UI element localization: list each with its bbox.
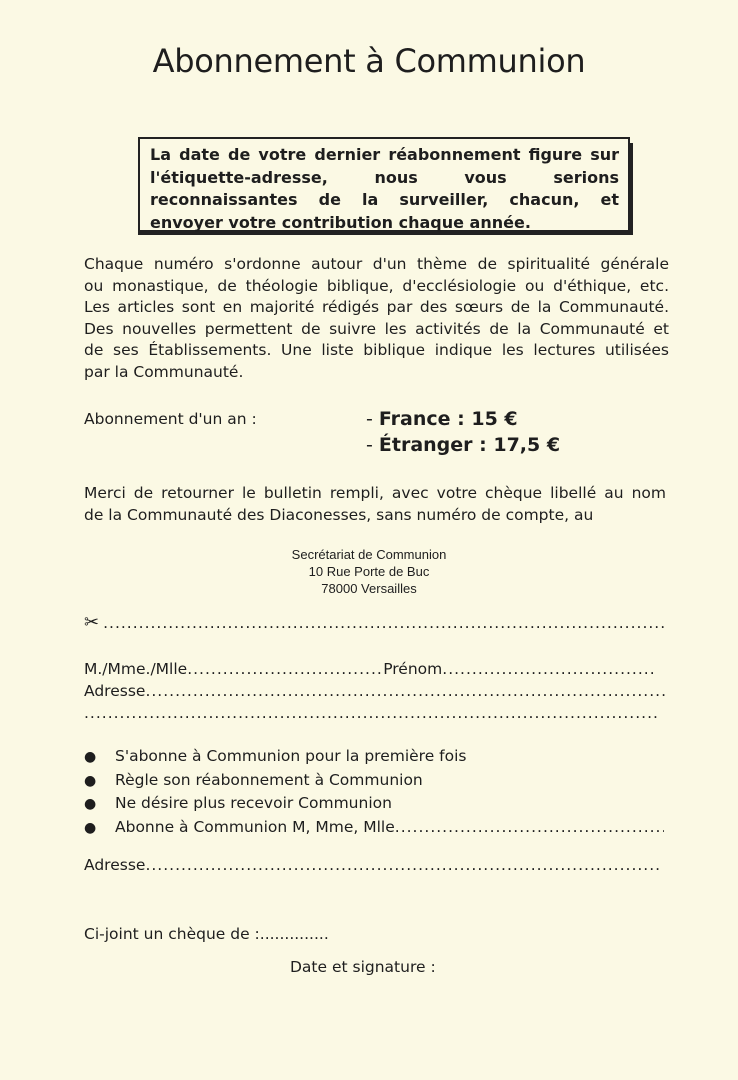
page-title: Abonnement à Communion	[152, 42, 586, 80]
price-etranger-value: Étranger : 17,5 €	[378, 434, 561, 456]
scissors-icon: ✂	[84, 612, 100, 633]
adresse-field-2[interactable]	[84, 704, 658, 722]
cut-dotted-line	[103, 614, 664, 632]
subscription-price-label: Abonnement d'un an :	[84, 410, 257, 428]
gift-recipient-field[interactable]	[395, 816, 664, 839]
bullet-icon: ●	[84, 772, 97, 789]
price-dash: -	[366, 408, 379, 430]
notice-line: l'étiquette-adresse, nous vous serions	[150, 167, 619, 187]
cheque-label: Ci-joint un chèque de :	[84, 925, 260, 943]
intro-line: Les articles sont en majorité rédigés par des sœurs de la Communauté.	[84, 298, 669, 316]
intro-line: par la Communauté.	[84, 362, 244, 381]
bullet-icon: ●	[84, 819, 97, 836]
option-label: Règle son réabonnement à Communion	[115, 770, 423, 789]
cheque-amount-field[interactable]: ..............	[259, 925, 329, 943]
cheque-row	[84, 925, 329, 943]
notice-line: envoyer votre contribution chaque année.	[150, 212, 531, 232]
name-label: M./Mme./Mlle	[84, 660, 188, 678]
list-item[interactable]	[84, 769, 664, 793]
merci-line: de la Communauté des Diaconesses, sans numéro de compte, au	[84, 506, 594, 524]
list-item[interactable]	[84, 816, 664, 840]
price-dash: -	[366, 434, 379, 456]
renewal-notice-box	[138, 137, 630, 232]
option-label: Abonne à Communion M, Mme, Mlle	[115, 817, 395, 836]
address-line-1: Secrétariat de Communion	[291, 547, 447, 562]
options-list	[84, 745, 664, 839]
adresse-label: Adresse	[84, 682, 146, 700]
cut-line	[84, 612, 664, 633]
return-instructions	[84, 482, 666, 526]
intro-line: de ses Établissements. Une liste biblique indique les lectures utilisées	[84, 341, 669, 359]
list-item[interactable]	[84, 792, 664, 816]
intro-line: ou monastique, de théologie biblique, d'ecclésiologie ou d'éthique, etc.	[84, 276, 669, 295]
merci-line: Merci de retourner le bulletin rempli, avec votre chèque libellé au nom	[84, 484, 666, 502]
gift-address-field[interactable]	[145, 856, 662, 874]
notice-line: La date de votre dernier réabonnement figure sur	[150, 145, 619, 164]
date-signature-label: Date et signature :	[290, 958, 436, 976]
prenom-field[interactable]	[442, 660, 656, 678]
address-line-3: 78000 Versailles	[321, 581, 417, 596]
name-field[interactable]	[187, 660, 383, 678]
price-france	[366, 408, 518, 430]
option-label: Ne désire plus recevoir Communion	[115, 794, 392, 812]
address-continuation-row	[84, 704, 658, 722]
list-item[interactable]	[84, 745, 664, 769]
adresse2-label: Adresse	[84, 856, 146, 874]
prenom-label: Prénom	[383, 660, 443, 678]
name-row	[84, 660, 656, 678]
option-label: S'abonne à Communion pour la première fois	[115, 747, 467, 765]
mailing-address	[0, 546, 738, 597]
address-line-2: 10 Rue Porte de Buc	[308, 564, 430, 579]
bullet-icon: ●	[84, 749, 97, 765]
gift-address-row	[84, 856, 662, 874]
intro-line: Des nouvelles permettent de suivre les activités de la Communauté et	[84, 319, 669, 338]
price-etranger	[366, 434, 560, 456]
intro-paragraph	[84, 254, 669, 383]
price-france-value: France : 15 €	[378, 408, 518, 430]
notice-line: reconnaissantes de la surveiller, chacun, et	[150, 190, 619, 209]
address-row	[84, 682, 666, 700]
bullet-icon: ●	[84, 796, 97, 812]
adresse-field[interactable]	[145, 682, 666, 700]
intro-line: Chaque numéro s'ordonne autour d'un thème de spiritualité générale	[84, 255, 669, 273]
